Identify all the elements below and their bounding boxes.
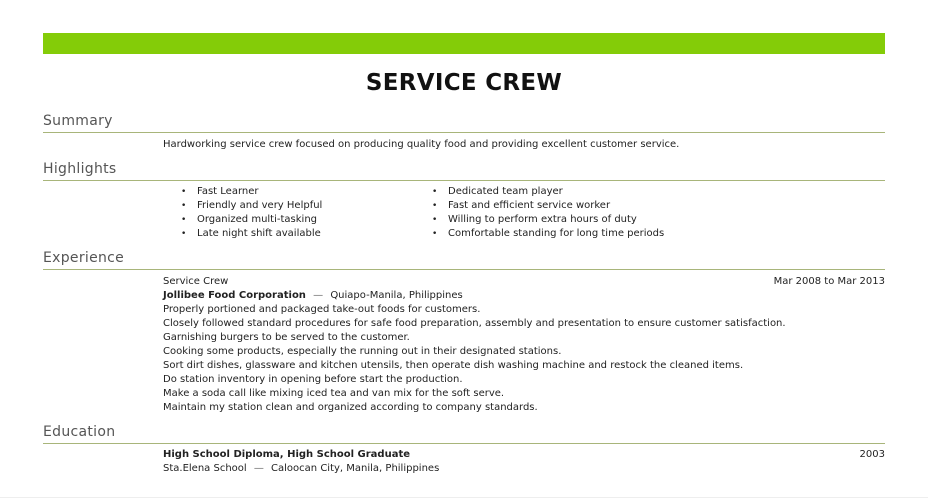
job-dates: Mar 2008 to Mar 2013 [773, 276, 885, 287]
education-divider [43, 443, 885, 444]
school-separator: — [253, 463, 264, 474]
school-location: Caloocan City, Manila, Philippines [271, 463, 440, 474]
experience-divider [43, 269, 885, 270]
duty-line: Properly portioned and packaged take-out foods for customers. [163, 304, 481, 315]
company-name: Jollibee Food Corporation [163, 290, 306, 301]
duty-line: Make a soda call like mixing iced tea and van mix for the soft serve. [163, 388, 505, 399]
page-bottom-edge [0, 497, 928, 498]
company-location: Quiapo-Manila, Philippines [330, 290, 463, 301]
resume-title: SERVICE CREW [365, 70, 563, 96]
duty-line: Do station inventory in opening before start the production. [163, 374, 463, 385]
summary-heading: Summary [43, 113, 113, 129]
duty-line: Cooking some products, especially the running out in their designated stations. [163, 346, 562, 357]
highlight-item: • Willing to perform extra hours of duty [432, 213, 664, 227]
duty-line: Sort dirt dishes, glassware and kitchen utensils, then operate dish washing machine and restock the cleaned items. [163, 360, 744, 371]
duty-line: Closely followed standard procedures for safe food preparation, assembly and presentation to ensure customer satisfaction. [163, 318, 786, 329]
company-line [163, 289, 463, 303]
education-heading: Education [43, 424, 116, 440]
highlights-list-right [432, 185, 664, 241]
job-title: Service Crew [163, 276, 229, 287]
highlight-item: • Fast and efficient service worker [432, 199, 664, 213]
summary-divider [43, 132, 885, 133]
school-line [163, 462, 439, 476]
highlights-divider [43, 180, 885, 181]
highlight-item: • Late night shift available [181, 227, 322, 241]
highlight-item: • Organized multi-tasking [181, 213, 322, 227]
summary-text: Hardworking service crew focused on producing quality food and providing excellent customer service. [163, 139, 680, 150]
duty-line: Garnishing burgers to be served to the customer. [163, 332, 410, 343]
highlight-item: • Fast Learner [181, 185, 322, 199]
duty-line: Maintain my station clean and organized according to company standards. [163, 402, 538, 413]
header-accent-bar [43, 33, 885, 54]
highlight-item: • Dedicated team player [432, 185, 664, 199]
highlights-heading: Highlights [43, 161, 117, 177]
school-name: Sta.Elena School [163, 463, 247, 474]
degree: High School Diploma, High School Graduate [163, 449, 411, 460]
highlight-item: • Friendly and very Helpful [181, 199, 322, 213]
highlights-list-left [181, 185, 322, 241]
education-year: 2003 [859, 449, 885, 460]
job-duties [163, 303, 786, 415]
experience-heading: Experience [43, 250, 125, 266]
company-separator: — [313, 290, 324, 301]
highlight-item: • Comfortable standing for long time periods [432, 227, 664, 241]
